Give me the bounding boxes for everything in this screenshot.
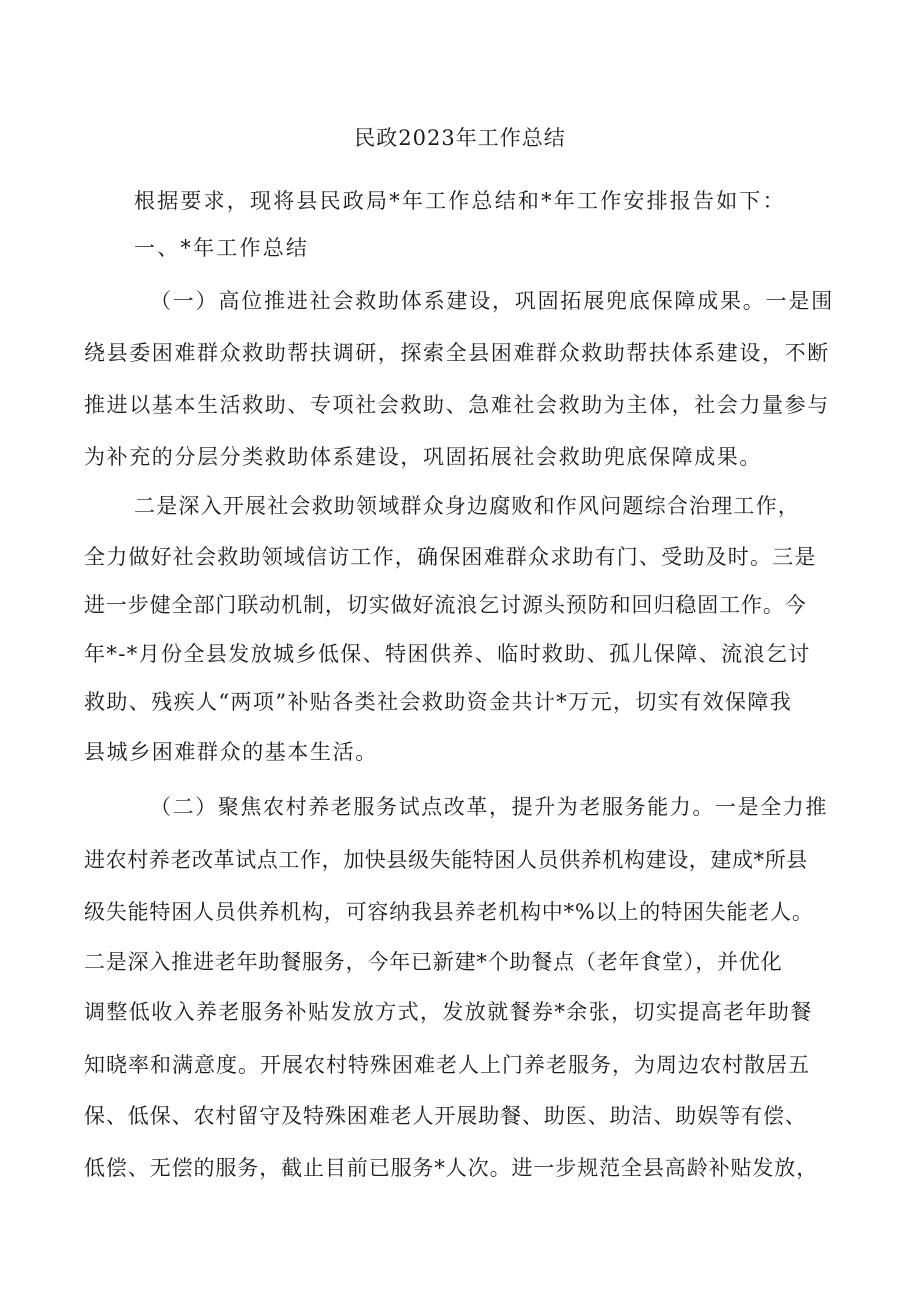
text-line: 救助、残疾人“两项”补贴各类社会救助资金共计*万元，切实有效保障我: [84, 690, 793, 714]
text-line: 二是深入开展社会救助领域群众身边腐败和作风问题综合治理工作，: [134, 494, 800, 518]
text-line: 知晓率和满意度。开展农村特殊困难老人上门养老服务，为周边农村散居五: [84, 1053, 810, 1077]
document-title: 民政2023年工作总结: [354, 126, 566, 150]
text-line: 为补充的分层分类救助体系建设，巩固拓展社会救助兜底保障成果。: [84, 445, 762, 469]
text-line: 级失能特困人员供养机构，可容纳我县养老机构中*%以上的特困失能老人。: [84, 900, 814, 924]
text-line: 进农村养老改革试点工作，加快县级失能特困人员供养机构建设，建成*所县: [84, 848, 808, 872]
text-line: 县城乡困难群众的基本生活。: [84, 740, 378, 764]
text-line: 年*-*月份全县发放城乡低保、特困供养、临时救助、孤儿保障、流浪乞讨: [84, 642, 811, 666]
text-line: 推进以基本生活救助、专项社会救助、急难社会救助为主体，社会力量参与: [84, 393, 830, 417]
text-line: 绕县委困难群众救助帮扶调研，探索全县困难群众救助帮扶体系建设，不断: [84, 341, 830, 365]
text-line: 全力做好社会救助领域信访工作，确保困难群众求助有门、受助及时。三是: [84, 545, 817, 569]
text-line: 低偿、无偿的服务，截止目前已服务*人次。进一步规范全县高龄补贴发放，: [84, 1156, 819, 1180]
text-line-intro: 根据要求，现将县民政局*年工作总结和*年工作安排报告如下：: [134, 189, 786, 213]
text-line: 调整低收入养老服务补贴发放方式，发放就餐券*余张，切实提高老年助餐: [84, 1000, 813, 1024]
text-line: 进一步健全部门联动机制，切实做好流浪乞讨源头预防和回归稳固工作。今: [84, 593, 807, 617]
section-heading: 一、*年工作总结: [134, 236, 310, 260]
text-line: （二）聚焦农村养老服务试点改革，提升为老服务能力。一是全力推: [150, 795, 828, 819]
text-line: 保、低保、农村留守及特殊困难老人开展助餐、助医、助洁、助娱等有偿、: [84, 1104, 807, 1128]
text-line: （一）高位推进社会救助体系建设，巩固拓展兜底保障成果。一是围: [150, 289, 834, 313]
text-line: 二是深入推进老年助餐服务，今年已新建*个助餐点（老年食堂），并优化: [84, 950, 783, 974]
